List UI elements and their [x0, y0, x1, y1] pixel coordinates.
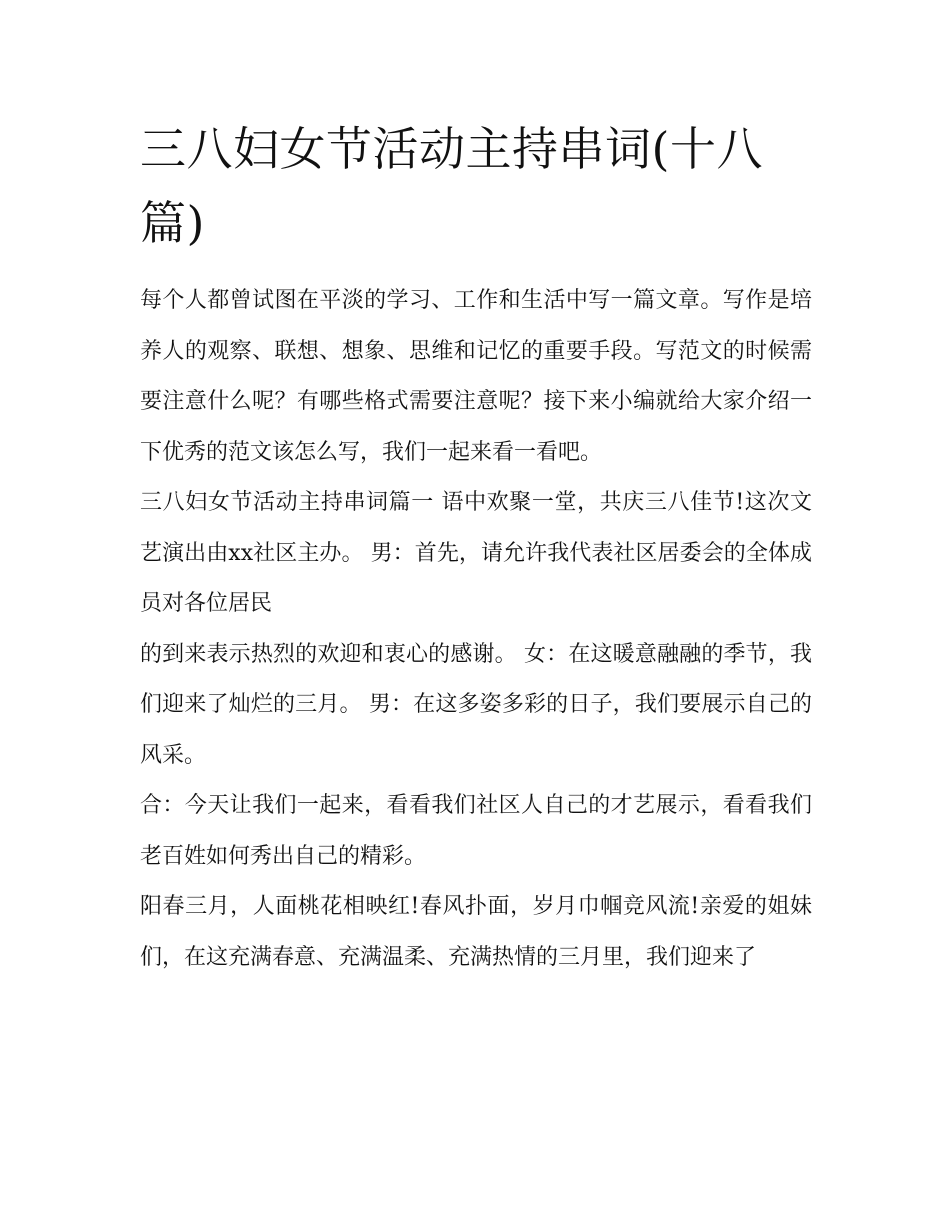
- paragraph-welcome: 的到来表示热烈的欢迎和衷心的感谢。 女：在这暖意融融的季节，我们迎来了灿烂的三月。 男：在这多姿多彩的日子，我们要展示自己的风采。: [140, 641, 812, 768]
- paragraph-together: 合：今天让我们一起来，看看我们社区人自己的才艺展示，看看我们老百姓如何秀出自己的精彩。: [140, 793, 812, 869]
- paragraph-opening: 三八妇女节活动主持串词篇一 语中欢聚一堂，共庆三八佳节!这次文艺演出由xx社区主办。 男：首先，请允许我代表社区居委会的全体成员对各位居民: [140, 490, 812, 616]
- paragraph-spring: 阳春三月，人面桃花相映红!春风扑面，岁月巾帼竞风流!亲爱的姐妹们，在这充满春意、充满温柔、充满热情的三月里，我们迎来了: [140, 894, 812, 970]
- document-body: [140, 112, 812, 983]
- document-title: 三八妇女节活动主持串词(十八篇): [140, 122, 763, 250]
- paragraph-intro: 每个人都曾试图在平淡的学习、工作和生活中写一篇文章。写作是培养人的观察、联想、想象、思维和记忆的重要手段。写范文的时候需要注意什么呢？有哪些格式需要注意呢？接下来小编就给大家介绍一下优秀的范文该怎么写，我们一起来看一看吧。: [140, 288, 812, 465]
